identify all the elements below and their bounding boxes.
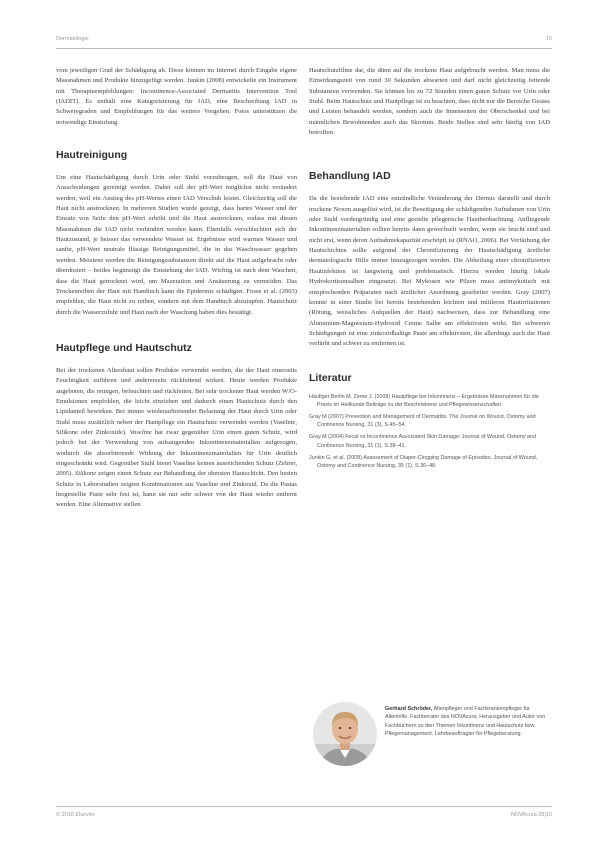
reference-list <box>309 393 550 471</box>
author-portrait-image <box>313 702 377 766</box>
author-bio <box>385 705 550 738</box>
footer-left: © 2010 Elsevier <box>56 812 95 818</box>
running-head <box>56 36 552 46</box>
reference-item: Junkin G, et al. (2008) Assessment of Diaper-Clogging Damage of Episodes. Journal of Wound, Ostomy and Continence Nursing, 35 (1), S.36–48. <box>309 454 538 469</box>
term-silikone: Silikone <box>74 470 97 478</box>
heading-hautpflege: Hautpflege und Hautschutz <box>56 341 192 354</box>
footer <box>56 812 552 822</box>
reinigung-paragraph: Um eine Hautschädigung durch Urin oder Stuhl vorzubeugen, soll die Haut von Ausscheidungen gereinigt werden. Dabei soll der pH-Wert möglichst nicht verändert werden, weil ein Anstieg des pH-Wertes einen IAD Verschub leistet. Gleichzeitig soll die Haut nicht austrocknen. In mehreren Studien wurde gezeigt, dass hartes Wasser und der Einsatz von Seife den pH-Wert erhöht und die Haut austrocknen, sodass mit diesen Massnahmen die IAD nicht verhindert werden kann. Ebenfalls verschlechtert sich der Hautzustand, je heisser das verwendete Wasser ist. Ergebnisse wird warmes Wasser und sanfte, pH-Wert neutrale flüssige Reinigungsmittel, die in das Waschwasser gegeben werden. Meistens werden die Reinigungssubstanzen direkt auf die Haut aufgebracht oder überdosiert – beides begünstigt die Entstehung der IAD. Wichtig ist nach dem Waschen, dass die Haut getrocknet wird, um Mazeration und Ansäuerung zu vermeiden. Das Trockenreiben der Haut mit Handtuch kann die Epidermis schädigen. Fosse et al. (2003) empfehlen, die Haut nicht zu reiben, sondern mit dem Handtuch abzutupfen. Hautschutz durch die Wasserzufuhr und Haut nach der Waschung haben dies bestätigt. <box>56 174 297 316</box>
heading-behandlung-iad: Behandlung IAD <box>309 170 391 183</box>
heading-literatur: Literatur <box>309 371 352 384</box>
behandlung-paragraph: Da die bestehende IAD eine entzündliche Veränderung der Dermis darstellt und durch trockene Noxen ausgelöst wird, ist die Beseitigung der schädigenden Aufnahmen von Urin oder Stuhl vordergründig und eine gezielte pflegerische Hautbeobachtung. Anfliegende Inkontinenzmaterialien sollten bereits dann gewechselt werden, wenn sie feucht sind und nicht erst, wenn deren Aufnahmekapazität erschöpft ist (RNAO, 2006). Bei Verfärbung der Hautschichten sollte aufgrund der Chronifizierung der Hautschädigung ärztliche dermatologische Hilfe immer hinzugezogen werden. Die Abheilung einer chronifizierten Hautinfektion ist langwierig und problematisch. Hierzu werden häufig lokale Hydrokortisonsalben eingesetzt. Bei Mykosen wie Pilzen muss antimykotisch mit entsprechenden Präparaten nach ärztlicher Anordnung gearbeitet werden. Gray (2007) konnte in einer Studie bei bereits bestehenden leichten und mittleren Hautirritationen (Rötung, weissliches Aufquellen der Haut) nachweisen, dass zur Behandlung eine Aluminium-Magnesium-Hydroxid Creme Salbe am effektivsten wirkt. Bei schweren Schädigungen ist eine zinkoxidhaltige Paste am effektivsten, die allerdings auch die Haut verfärbt und schwer zu entfernen ist. <box>309 195 550 348</box>
pflege-paragraph <box>56 366 297 511</box>
right-column <box>309 66 550 474</box>
author-photo <box>313 702 377 766</box>
pflege-text-c: zeigen einen Schutz zur Behandlung der obersten Hautschicht. Den besten Schutz in Laborstudien zeigten Kombinationen aus Vaseline und Zinkoxid. Da die Pastas hergestellte Paste sehr fest ist, kann sie nur sehr schwer von der Haut wieder entfernt werden. Eine Alternative stellen <box>56 470 297 509</box>
heading-hautreinigung: Hautreinigung <box>56 149 128 162</box>
header-rule <box>56 48 552 49</box>
left-column <box>56 66 297 511</box>
reference-item: Gray M (2004) Fecal vs Incontinence Associated Skin Damage: Journal of Wound, Ostomy and Continence Nursing, 31 (1), S.38–41. <box>309 434 537 449</box>
pflege-text-a: Bei der trockenen Altershaut sollen Produkte verwendet werden, die der Haut einerseits Feuchtigkeit zuführen und andererseits rückfettend wirken. Heute werden Produkte angeboten, die reinigen, befeuchten und rückfetten. Bei sehr trockener Haut werden W/O-Emulsionen empfohlen, die leicht einziehen und dadurch einen Hautschutz durch den Lipidanteil bewirken. Bei immer wiederauftretender Belastung der Haut durch Urin oder Stuhl muss zusätzlich neben der Hautpflege ein Hautschutz verwendet werden (Vaseline, Silikone oder Zinkoxide). <box>56 366 297 436</box>
pflege-text-b: hat zwar gegenüber Urin einen guten Schutz, wird jedoch bei der Verwendung von aufsaugenden Inkontinenzmaterialien aufgesogen, wodurch die absorbierende Wirkung der Inkontinenzmaterialien für Urin deutlich eingeschränkt wird. Gegenüber Stuhl bietet Vaseline keinen ausreichenden Schutz (Zehrer, 2005). <box>56 428 298 478</box>
continued-paragraph: Hautschutzfilme dar, die dünn auf die trockene Haut aufgebracht werden. Man muss die Einwirkungszeit von rund 30 Sekunden abwarten und darf nicht gleichzeitig fettende Substanzen verwenden. Sie können bis zu 72 Stunden einen guten Schutz vor Urin oder Stuhl. Beim Hautschutz und Hautpflege ist zu beachten, dass nicht nur die Bereiche Gesäss und Leisten behandelt werden, sondern auch die Innenseiten der Oberschenkel und bei männlichen Bewohnenden auch das Skrotum. Beide Stellen sind sehr häufig von IAD betroffen. <box>309 67 550 137</box>
author-bio-text: Altenpfleger und Fachkrankenpfleger für Altenhilfe. Fachberater des NOVAcura, Herausgeber und Autor von Fachbüchern zu den Themen Inkontinenz und Hautschutz bzw. Pflegemanagement. Lehrbeauftragter für Pflegeberatung. <box>385 706 546 737</box>
term-vaseline: Vaseline <box>129 428 152 436</box>
footer-right: NOVAcura 05|10 <box>510 812 552 818</box>
reference-item: Gray M (2007) Prevention and Management of Dermatitis. The Journal on Wound, Ostomy and Continence Nursing, 31 (3), S.45–54. <box>309 413 536 429</box>
author-name: Gerhard Schröder, <box>385 706 433 712</box>
running-head-section: Dermatologie <box>56 36 89 42</box>
page-number: 15 <box>545 36 552 42</box>
footer-rule <box>56 806 552 807</box>
intro-paragraph: vom jeweiligen Grad der Schädigung ab. Diese können im Internet durch Eingabe eigene Massnahmen und Produkte hinzugefügt werden. Junkin (2008) entwickelte ein Instrument mit Therapieempfehlungen: Incontinence-Associated Dermatitis Intervention Tool (IADIT). Es enthält eine Kategorisierung für IAD, eine Beschreibung IAD in Schweregraden und Empfehlungen für das weitere Vorgehen. Fotos unterstützen die notwendige Einstufung. <box>56 67 297 126</box>
reference-item: Häufiger Berlin M. Zeme J. (2008) Hautpflege bei Inkontinenz – Ergebnisse Massnahmen für die Praxis im Heilkunde Beiträge zu der Beschriebene und Pflegewissenschaften. <box>309 393 539 408</box>
